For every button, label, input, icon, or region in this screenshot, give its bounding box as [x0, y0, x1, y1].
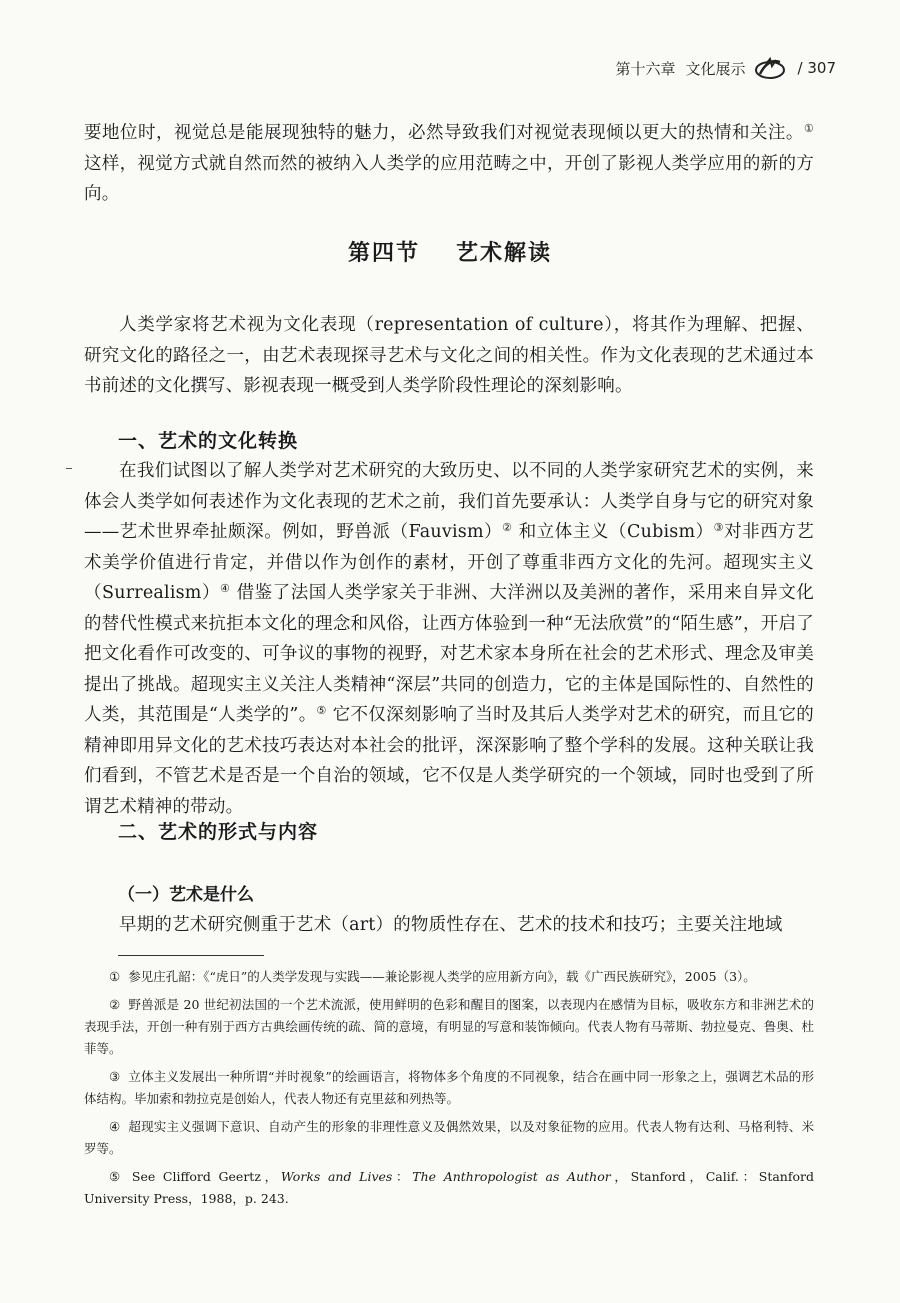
footnote-mark: ① — [109, 969, 121, 984]
footnote-text: ，Stanford，Calif.：Stanford University Press，1988，p. 243. — [84, 1169, 814, 1206]
section-title: 艺术解读 — [456, 241, 553, 266]
paragraph-text: 和立体主义（Cubism） — [512, 522, 714, 542]
footnotes — [84, 966, 814, 1216]
subheading-cultural-conversion: 一、艺术的文化转换 — [118, 430, 299, 452]
footnote-mark: ③ — [109, 1069, 121, 1084]
footnote-2 — [84, 994, 814, 1060]
footnote-divider — [118, 955, 264, 956]
footnote-text: See Clifford Geertz， — [131, 1169, 281, 1184]
footnote-5 — [84, 1166, 814, 1210]
footnote-1 — [84, 966, 814, 988]
paragraph-text: 借鉴了法国人类学家关于非洲、大洋洲以及美洲的著作，采用来自异文化的替代性模式来抗拒本文化的理念和风俗，让西方体验到一种“无法欣赏”的“陌生感”，开启了把文化看作可改变的、可争议的事物的视野，对艺术家本身所在社会的艺术形式、理念及审美提出了挑战。超现实主义关注人类精神“深层”共同的创造力，它的主体是国际性的、自然性的人类，其范围是“人类学的”。 — [84, 583, 815, 725]
footnote-4 — [84, 1116, 814, 1160]
footnote-ref-3: ③ — [713, 521, 725, 534]
paragraph-text: 这样，视觉方式就自然而然的被纳入人类学的应用范畴之中，开创了影视人类学应用的新的方向。 — [84, 153, 814, 204]
page-number: / 307 — [797, 59, 836, 77]
section-number: 第四节 — [347, 241, 420, 266]
footnote-text: 野兽派是 20 世纪初法国的一个艺术流派，使用鲜明的色彩和醒目的图案，以表现内在感情为目标，吸收东方和非洲艺术的表现手法，开创一种有别于西方古典绘画传统的疏、简的意境，有明显的写意和装饰倾向。代表人物有马蒂斯、勃拉曼克、鲁奥、杜菲等。 — [84, 997, 814, 1056]
footnote-mark: ④ — [109, 1119, 121, 1134]
paragraph-intro: 人类学家将艺术视为文化表现（representation of culture），将其作为理解、把握、研究文化的路径之一，由艺术表现探寻艺术与文化之间的相关性。作为文化表现的艺术通过本书前述的文化撰写、影视表现一概受到人类学阶段性理论的深刻影响。 — [84, 315, 814, 396]
footnote-ref-5: ⑤ — [316, 704, 327, 717]
chapter-title: 文化展示 — [685, 59, 746, 78]
footnote-text: 超现实主义强调下意识、自动产生的形象的非理性意义及偶然效果，以及对象征物的应用。代表人物有达利、马格利特、米罗等。 — [84, 1119, 814, 1156]
paragraph-what-is-art: 早期的艺术研究侧重于艺术（art）的物质性存在、艺术的技术和技巧；主要关注地域 — [119, 915, 783, 935]
paragraph-text: 要地位时，视觉总是能展现独特的魅力，必然导致我们对视觉表现倾以更大的热情和关注。 — [84, 123, 804, 143]
paragraph-cultural-conversion — [84, 456, 814, 822]
section-heading — [0, 236, 900, 267]
subheading-form-and-content: 二、艺术的形式与内容 — [118, 821, 319, 843]
paragraph-text: 它不仅深刻影响了当时及其后人类学对艺术的研究，而且它的精神即用异文化的艺术技巧表达对本社会的批评，深深影响了整个学科的发展。这种关联让我们看到，不管艺术是否是一个自治的领域，它不仅是人类学研究的一个领域，同时也受到了所谓艺术精神的带动。 — [84, 705, 814, 817]
footnote-text: ： — [392, 1169, 413, 1184]
publisher-logo-icon — [754, 56, 786, 80]
paragraph-text: 对非西方艺术美学价值进行肯定，并借以作为创作的素材，开创了尊重非西方文化的先河。超现实主义（Surrealism） — [84, 522, 815, 603]
book-title: Works and Lives — [280, 1169, 393, 1184]
margin-mark — [66, 468, 72, 469]
paragraph-text: 在我们试图以了解人类学对艺术研究的大致历史、以不同的人类学家研究艺术的实例，来体会人类学如何表述作为文化表现的艺术之前，我们首先要承认：人类学自身与它的研究对象——艺术世界牵扯颇深。例如，野兽派（Fauvism） — [84, 461, 814, 542]
footnote-ref-4: ④ — [220, 582, 231, 595]
subsubheading-what-is-art: （一）艺术是什么 — [118, 885, 254, 905]
book-subtitle: The Anthropologist as Author — [412, 1169, 611, 1184]
footnote-ref-2: ② — [502, 521, 513, 534]
running-header — [616, 56, 836, 80]
footnote-mark: ⑤ — [109, 1169, 124, 1184]
footnote-ref-1: ① — [803, 122, 814, 135]
paragraph-continued — [84, 118, 814, 210]
chapter-label: 第十六章 — [615, 59, 676, 78]
footnote-3 — [84, 1066, 814, 1110]
footnote-text: 参见庄孔韶：《“虎日”的人类学发现与实践——兼论影视人类学的应用新方向》，载《广西民族研究》，2005（3）。 — [128, 969, 756, 984]
footnote-mark: ② — [109, 997, 121, 1012]
footnote-text: 立体主义发展出一种所谓“并时视象”的绘画语言，将物体多个角度的不同视象，结合在画中同一形象之上，强调艺术品的形体结构。毕加索和勃拉克是创始人，代表人物还有克里兹和列热等。 — [84, 1069, 814, 1106]
